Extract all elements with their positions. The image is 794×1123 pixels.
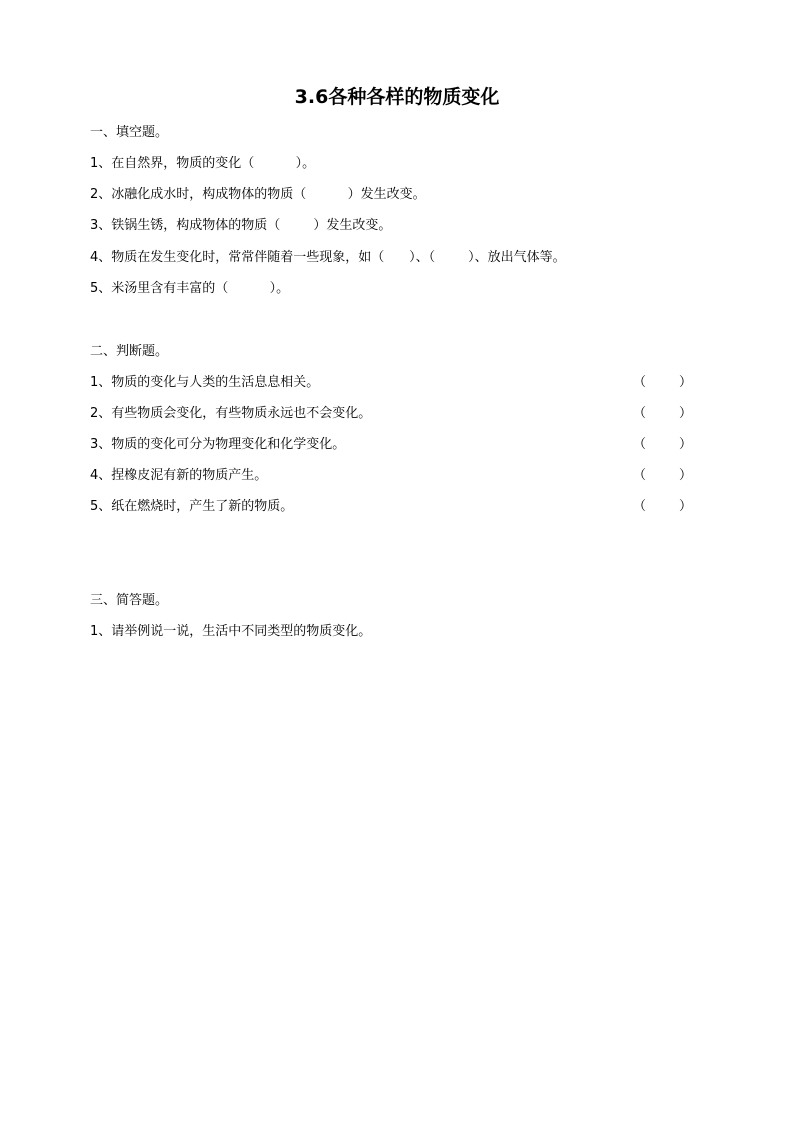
- fill-in-question-3: 3、铁锅生锈，构成物体的物质（ ）发生改变。: [90, 218, 392, 233]
- true-false-question-5: 5、纸在燃烧时，产生了新的物质。: [90, 499, 294, 514]
- short-answer-question-1: 1、请举例说一说，生活中不同类型的物质变化。: [90, 624, 372, 639]
- fill-in-question-4: 4、物质在发生变化时，常常伴随着一些现象，如（ ）、（ ）、放出气体等。: [90, 250, 566, 265]
- section-heading-true-false: 二、判断题。: [90, 344, 169, 359]
- section-heading-short-answer: 三、简答题。: [90, 593, 169, 608]
- section-heading-fill-in: 一、填空题。: [90, 125, 169, 140]
- answer-parentheses: （ ）: [633, 468, 693, 483]
- answer-parentheses: （ ）: [633, 437, 693, 452]
- page-title: 3.6各种各样的物质变化: [294, 86, 500, 108]
- true-false-question-1: 1、物质的变化与人类的生活息息相关。: [90, 375, 320, 390]
- true-false-question-3: 3、物质的变化可分为物理变化和化学变化。: [90, 437, 346, 452]
- true-false-question-4: 4、捏橡皮泥有新的物质产生。: [90, 468, 268, 483]
- true-false-question-2: 2、有些物质会变化，有些物质永远也不会变化。: [90, 406, 372, 421]
- fill-in-question-2: 2、冰融化成水时，构成物体的物质（ ）发生改变。: [90, 187, 426, 202]
- answer-parentheses: （ ）: [633, 375, 693, 390]
- answer-parentheses: （ ）: [633, 406, 693, 421]
- answer-parentheses: （ ）: [633, 499, 693, 514]
- fill-in-question-5: 5、米汤里含有丰富的（ ）。: [90, 281, 290, 296]
- fill-in-question-1: 1、在自然界，物质的变化（ ）。: [90, 156, 316, 171]
